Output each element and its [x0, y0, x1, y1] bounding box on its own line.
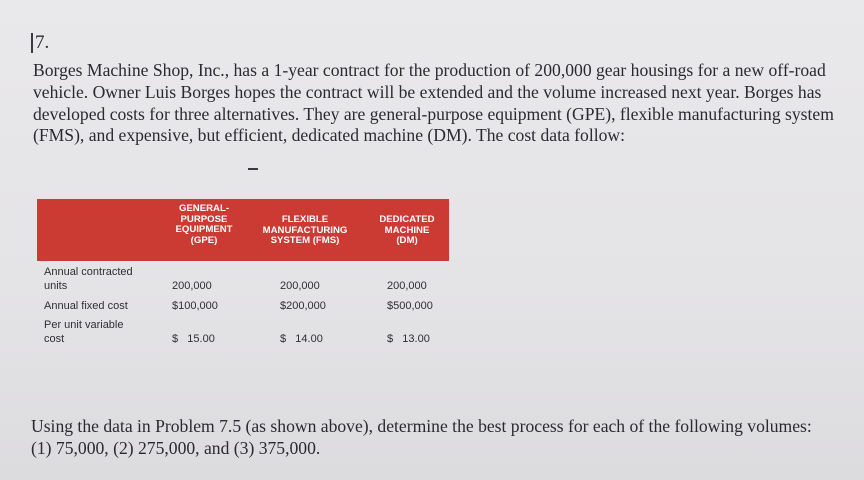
cost-data-table	[37, 199, 449, 357]
cell-dm-fixed: $500,000	[387, 300, 433, 312]
header-fms: FLEXIBLE MANUFACTURING SYSTEM (FMS)	[262, 214, 348, 246]
cell-gpe-units: 200,000	[172, 280, 212, 292]
question-text: Using the data in Problem 7.5 (as shown above), determine the best process for each of the following volumes: (1) 75,000, (2) 275,000, and (3) 375,000.	[31, 416, 812, 458]
cell-fms-fixed: $200,000	[280, 300, 326, 312]
row-label-variable-cost: Per unit variable cost	[44, 319, 124, 345]
cell-gpe-variable: $ 15.00	[172, 333, 215, 345]
cell-gpe-fixed: $100,000	[172, 300, 218, 312]
header-gpe: GENERAL- PURPOSE EQUIPMENT (GPE)	[175, 203, 233, 246]
table-header	[37, 199, 449, 261]
problem-number: 7.	[31, 33, 49, 53]
table-body	[37, 261, 449, 357]
cell-dm-variable: $ 13.00	[387, 333, 430, 345]
row-label-fixed-cost: Annual fixed cost	[44, 300, 128, 312]
cell-dm-units: 200,000	[387, 280, 427, 292]
row-label-annual-units: Annual contracted units	[44, 266, 133, 292]
cell-fms-variable: $ 14.00	[280, 333, 323, 345]
stray-dash-mark	[248, 168, 258, 170]
problem-statement: Borges Machine Shop, Inc., has a 1-year contract for the production of 200,000 gear housings for a new off-road vehicle. Owner Luis Borges hopes the contract will be extended and the volume increased next year. Borges has developed costs for three alternatives. They are general-purpose equipment (GPE), flexible manufacturing system (FMS), and expensive, but efficient, dedicated machine (DM). The cost data follow:	[33, 60, 834, 146]
cell-fms-units: 200,000	[280, 280, 320, 292]
header-dm: DEDICATED MACHINE (DM)	[379, 214, 435, 246]
